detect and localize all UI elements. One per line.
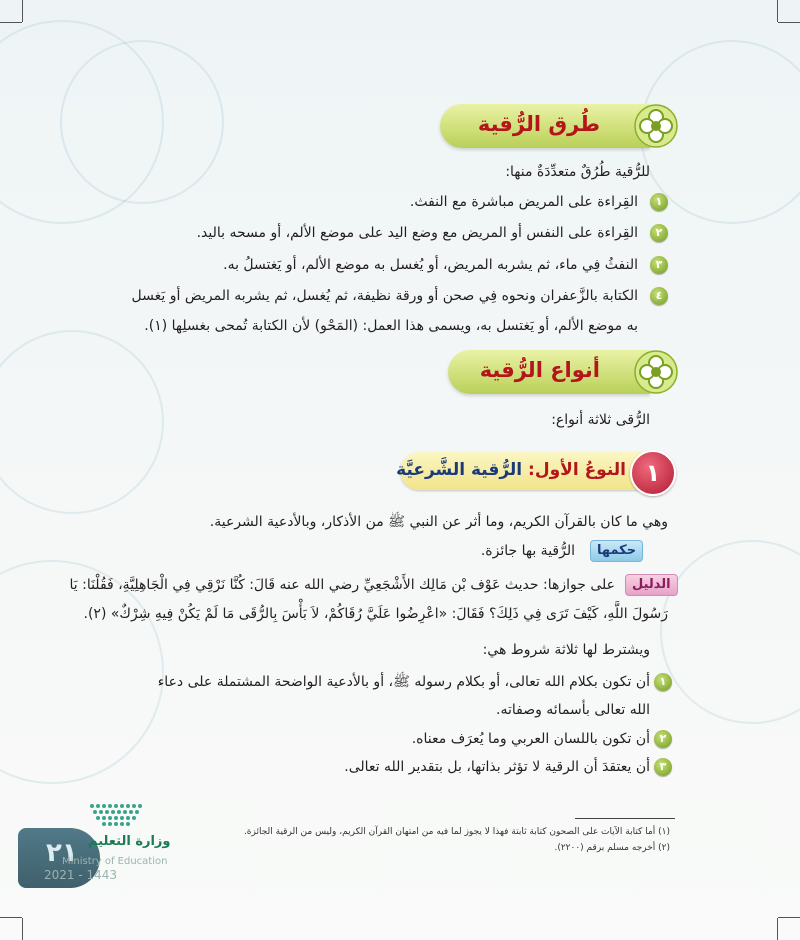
ministry-name-en: Ministry of Education: [62, 856, 168, 867]
crop-mark: [22, 918, 23, 940]
crop-mark: [0, 22, 22, 23]
footnote-divider: [575, 818, 675, 819]
type-title: [396, 460, 626, 480]
crop-mark: [778, 22, 800, 23]
edition-year: 2021 - 1443: [44, 868, 118, 882]
ministry-logo-icon: [86, 800, 146, 830]
type-name: الرُّقية الشَّرعيَّة: [396, 460, 523, 480]
type-label: النوعُ الأول:: [528, 460, 626, 480]
background-ornament: [60, 40, 224, 204]
list-number: ٢: [650, 224, 668, 242]
crop-mark: [778, 917, 800, 918]
condition-number: ٢: [654, 730, 672, 748]
page-number: ٢١: [46, 838, 78, 868]
footnote: (٢) أخرجه مسلم برقم (٢٢٠٠).: [554, 843, 670, 853]
type-number-badge: ١: [630, 450, 676, 496]
condition-number: ١: [654, 673, 672, 691]
list-number: ٤: [650, 287, 668, 305]
section-intro: الرُّقى ثلاثة أنواع:: [551, 412, 650, 428]
ruling-text: الرُّقية بها جائزة.: [480, 543, 575, 559]
type-description: وهي ما كان بالقرآن الكريم، وما أثر عن النبي ﷺ من الأذكار، وبالأدعية الشرعية.: [209, 514, 668, 530]
crop-mark: [777, 918, 778, 940]
condition-item: أن تكون بكلام الله تعالى، أو بكلام رسوله ﷺ، أو بالأدعية الواضحة المشتملة على دعاء: [157, 674, 650, 690]
evidence-text: رَسُولَ اللَّهِ، كَيْفَ تَرَى فِي ذَلِكَ؟ فَقَالَ: «اعْرِضُوا عَلَيَّ رُقَاكُمْ، لاَ بَأْسَ بِالرُّقَى مَا لَمْ يَكُنْ فِيهِ شِرْكٌ» (٢).: [83, 606, 668, 622]
section-intro: للرُّقية طُرُقٌ متعدِّدَةٌ منها:: [505, 164, 650, 180]
list-item: الكتابة بالزَّعفران ونحوه فِي صحن أو ورقة نظيفة، ثم يُغسل، ثم يشربه المريض أو يَغسل: [131, 288, 638, 304]
condition-item: أن تكون باللسان العربي وما يُعرَف معناه.: [411, 731, 650, 747]
list-item: النفثُ فِي ماء، ثم يشربه المريض، أو يُغسل به موضع الألم، أو يَغتسلُ به.: [223, 257, 638, 273]
flower-ornament-icon: [634, 350, 678, 394]
list-number: ١: [650, 193, 668, 211]
crop-mark: [777, 0, 778, 22]
background-ornament: [0, 330, 164, 514]
conditions-intro: ويشترط لها ثلاثة شروط هي:: [482, 642, 650, 658]
list-number: ٣: [650, 256, 668, 274]
list-item-continuation: به موضع الألم، أو يَغتسل به، ويسمى هذا العمل: (المَحْو) لأن الكتابة تُمحى بغسلِها (١).: [144, 318, 638, 334]
section-title: طُرق الرُّقية: [477, 112, 600, 136]
flower-ornament-icon: [634, 104, 678, 148]
evidence-chip: الدليل: [625, 574, 678, 596]
list-item: القِراءة على النفس أو المريض مع وضع اليد على موضع الألم، أو مسحه باليد.: [196, 225, 638, 241]
background-ornament: [660, 540, 800, 724]
section-title: أنواع الرُّقية: [479, 358, 600, 382]
crop-mark: [0, 917, 22, 918]
evidence-text: على جوازها: حديث عَوْف بْن مَالِك الأَشْجَعِيِّ رضي الله عنه قَالَ: كُنَّا نَرْقِي فِي الْجَاهِلِيَّةِ، فَقُلْنَا: يَا: [69, 577, 615, 593]
condition-item: أن يعتقدَ أن الرقية لا تؤثر بذاتها، بل بتقدير الله تعالى.: [344, 759, 650, 775]
crop-mark: [22, 0, 23, 22]
ministry-name-ar: وزارة التعليم: [88, 834, 171, 849]
list-item: القِراءة على المريض مباشرة مع النفث.: [409, 194, 638, 210]
condition-number: ٣: [654, 758, 672, 776]
ruling-chip: حكمها: [590, 540, 643, 562]
condition-item-continuation: الله تعالى بأسمائه وصفاته.: [496, 702, 650, 718]
footnote: (١) أما كتابة الآيات على الصحون كتابة ثابتة فهذا لا يجوز لما فيه من امتهان القرآن الكريم، وليس من الرقية الجائزة.: [243, 827, 670, 837]
